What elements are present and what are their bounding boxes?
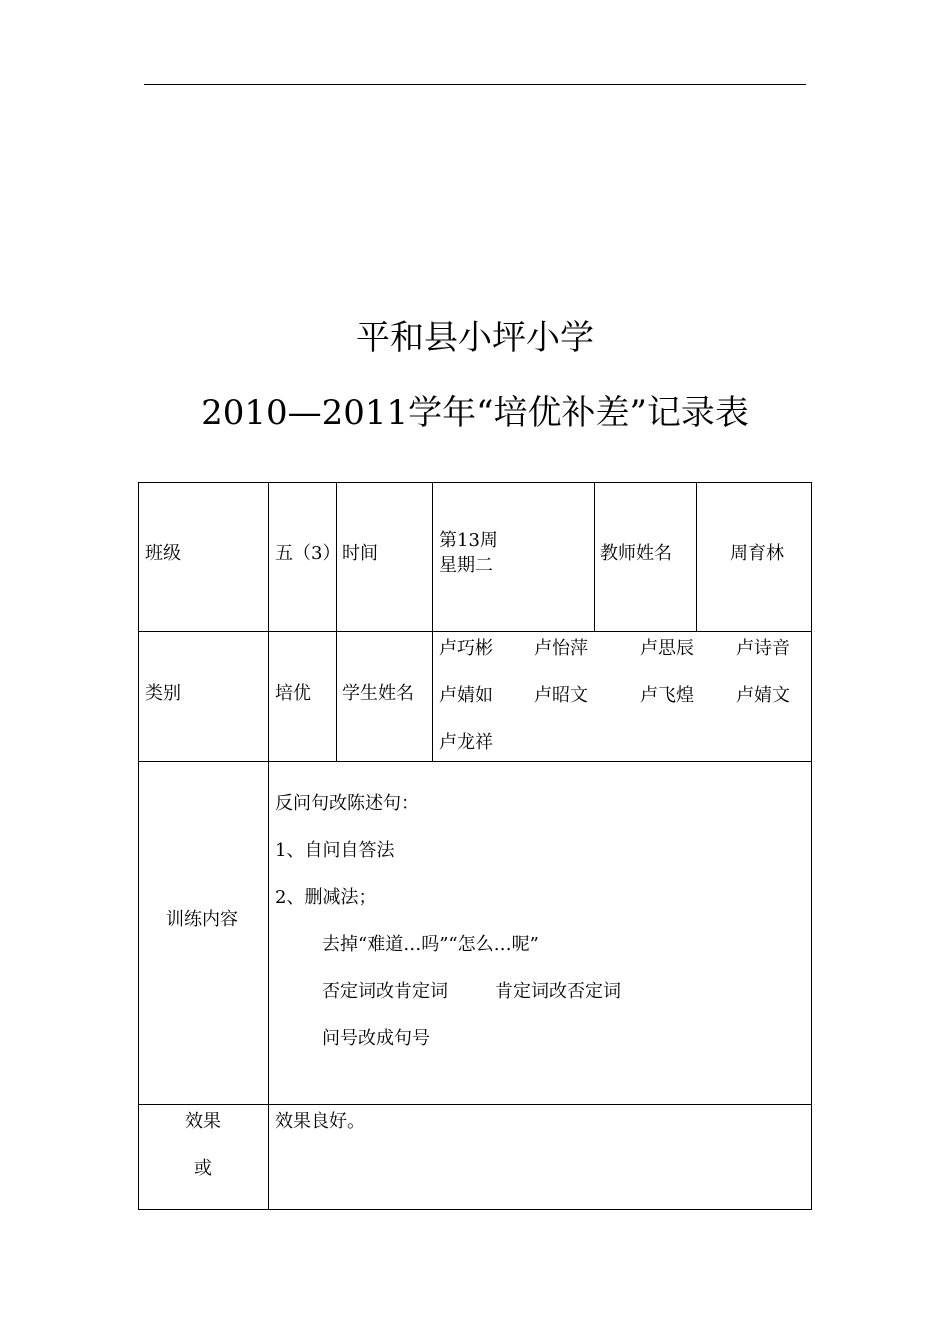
students-label: 学生姓名 — [342, 683, 414, 704]
training-line: 问号改成句号 — [322, 1028, 430, 1049]
table-border-left — [138, 482, 139, 1210]
student-name: 卢飞煌 — [640, 685, 694, 706]
student-name: 卢怡萍 — [534, 638, 588, 659]
training-line: 1、自问自答法 — [275, 840, 395, 861]
time-week: 第13周 — [439, 530, 498, 551]
teacher-value: 周育林 — [730, 543, 784, 564]
table-col-rule-3 — [432, 482, 433, 761]
student-name: 卢诗音 — [736, 638, 790, 659]
training-line: 否定词改肯定词 — [322, 981, 448, 1002]
table-rule-row1 — [138, 631, 812, 632]
school-title: 平和县小坪小学 — [356, 318, 594, 358]
result-label-or: 或 — [194, 1158, 212, 1179]
time-day: 星期二 — [439, 555, 493, 576]
table-rule-row3 — [138, 1104, 812, 1105]
table-border-right — [811, 482, 812, 1210]
time-label: 时间 — [342, 543, 378, 564]
training-line: 肯定词改否定词 — [495, 981, 621, 1002]
student-name: 卢思辰 — [640, 638, 694, 659]
training-line: 去掉“难道…吗”“怎么…呢” — [322, 934, 539, 955]
table-col-rule-5 — [696, 482, 697, 631]
student-name: 卢龙祥 — [439, 732, 493, 753]
table-col-rule-2 — [336, 482, 337, 761]
table-rule-row2 — [138, 761, 812, 762]
student-name: 卢昭文 — [534, 685, 588, 706]
result-label: 效果 — [185, 1111, 221, 1132]
category-value: 培优 — [275, 683, 311, 704]
class-value: 五（3） — [275, 543, 341, 564]
table-col-rule-1 — [268, 482, 269, 1210]
training-label: 训练内容 — [166, 909, 238, 930]
student-name: 卢婧文 — [736, 685, 790, 706]
class-label: 班级 — [145, 543, 181, 564]
category-label: 类别 — [145, 683, 181, 704]
teacher-label: 教师姓名 — [600, 543, 672, 564]
table-border-top — [138, 482, 812, 483]
student-name: 卢婧如 — [439, 685, 493, 706]
training-line: 反问句改陈述句： — [275, 793, 419, 814]
header-rule — [144, 84, 806, 85]
student-name: 卢巧彬 — [439, 638, 493, 659]
training-line: 2、删减法； — [275, 887, 377, 908]
record-title: 2010—2011学年“培优补差”记录表 — [201, 393, 749, 433]
table-col-rule-4 — [594, 482, 595, 631]
table-border-bottom — [138, 1209, 812, 1210]
result-value: 效果良好。 — [275, 1111, 365, 1132]
